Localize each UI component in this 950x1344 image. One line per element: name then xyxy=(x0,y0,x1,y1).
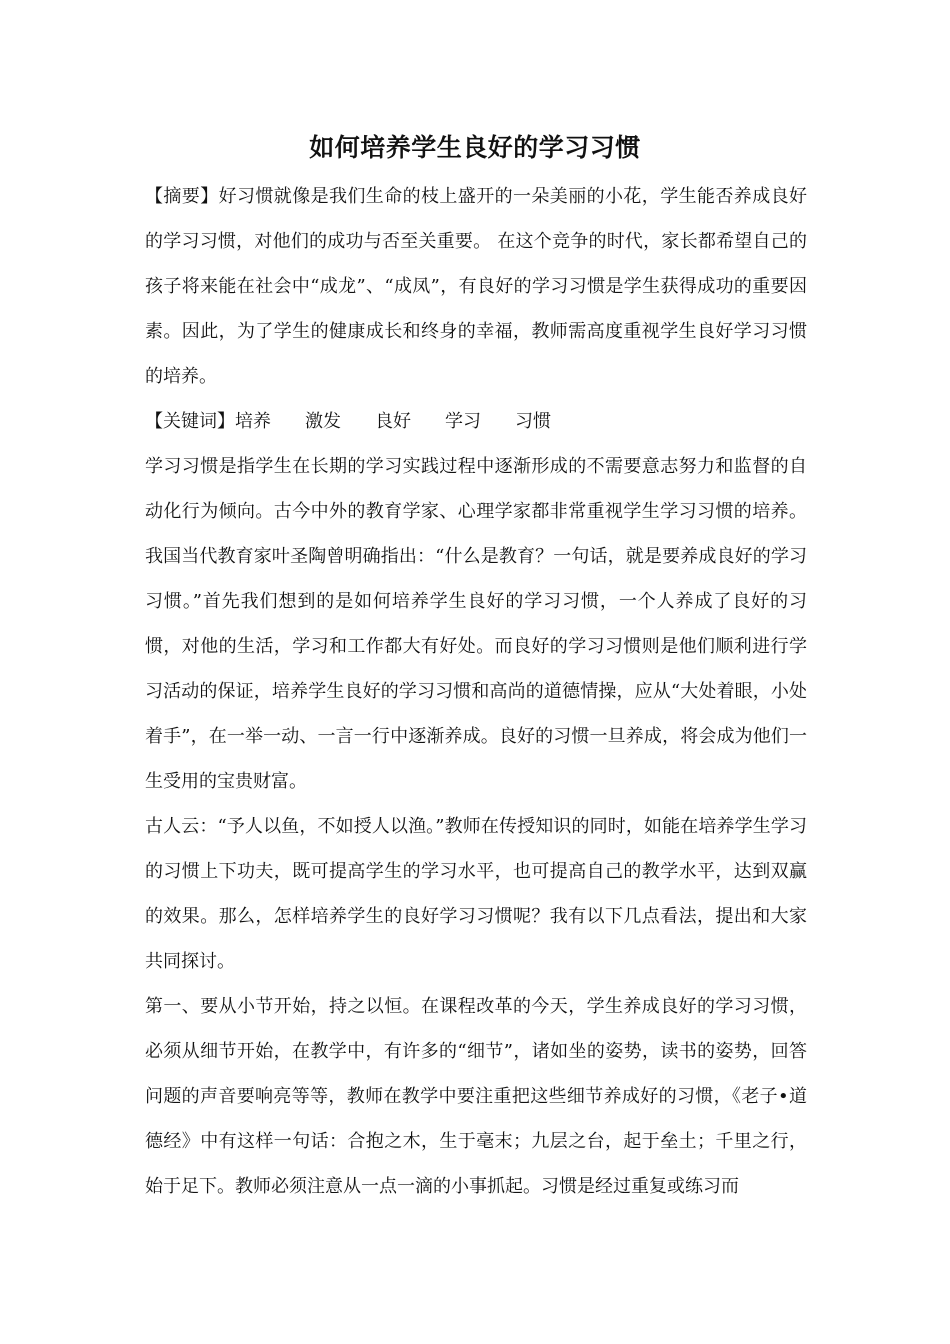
keyword-item: 培养 xyxy=(235,411,271,432)
keyword-item: 激发 xyxy=(305,411,341,432)
keywords-line xyxy=(145,399,807,444)
keyword-item: 良好 xyxy=(375,411,411,432)
document-body xyxy=(145,174,807,1209)
abstract-paragraph: 【摘要】好习惯就像是我们生命的枝上盛开的一朵美丽的小花，学生能否养成良好的学习习惯，对他们的成功与否至关重要。 在这个竞争的时代，家长都希望自己的孩子将来能在社会中“成龙”、“成凤”，有良好的学习习惯是学生获得成功的重要因素。因此，为了学生的健康成长和终身的幸福，教师需高度重视学生良好学习习惯的培养。 xyxy=(145,186,807,387)
keyword-item: 学习 xyxy=(445,411,481,432)
keywords-label: 【关键词】 xyxy=(145,411,235,432)
keyword-item: 习惯 xyxy=(515,411,551,432)
body-paragraph: 第一、要从小节开始，持之以恒。在课程改革的今天，学生养成良好的学习习惯，必须从细节开始，在教学中，有许多的“细节”，诸如坐的姿势，读书的姿势，回答问题的声音要响亮等等，教师在教学中要注重把这些细节养成好的习惯，《老子•道德经》中有这样一句话：合抱之木，生于毫末；九层之台，起于垒土；千里之行，始于足下。教师必须注意从一点一滴的小事抓起。习惯是经过重复或练习而 xyxy=(145,996,807,1197)
body-paragraph: 古人云：“予人以鱼，不如授人以渔。”教师在传授知识的同时，如能在培养学生学习的习惯上下功夫，既可提高学生的学习水平，也可提高自己的教学水平，达到双赢的效果。那么，怎样培养学生的良好学习习惯呢？我有以下几点看法，提出和大家共同探讨。 xyxy=(145,816,807,972)
document-title: 如何培养学生良好的学习习惯 xyxy=(309,133,641,162)
body-paragraph: 学习习惯是指学生在长期的学习实践过程中逐渐形成的不需要意志努力和监督的自动化行为倾向。古今中外的教育学家、心理学家都非常重视学生学习习惯的培养。我国当代教育家叶圣陶曾明确指出：“什么是教育？一句话，就是要养成良好的学习习惯。”首先我们想到的是如何培养学生良好的学习习惯，一个人养成了良好的习惯，对他的生活，学习和工作都大有好处。而良好的学习习惯则是他们顺利进行学习活动的保证，培养学生良好的学习习惯和高尚的道德情操，应从“大处着眼，小处着手”，在一举一动、一言一行中逐渐养成。良好的习惯一旦养成，将会成为他们一生受用的宝贵财富。 xyxy=(145,456,807,792)
